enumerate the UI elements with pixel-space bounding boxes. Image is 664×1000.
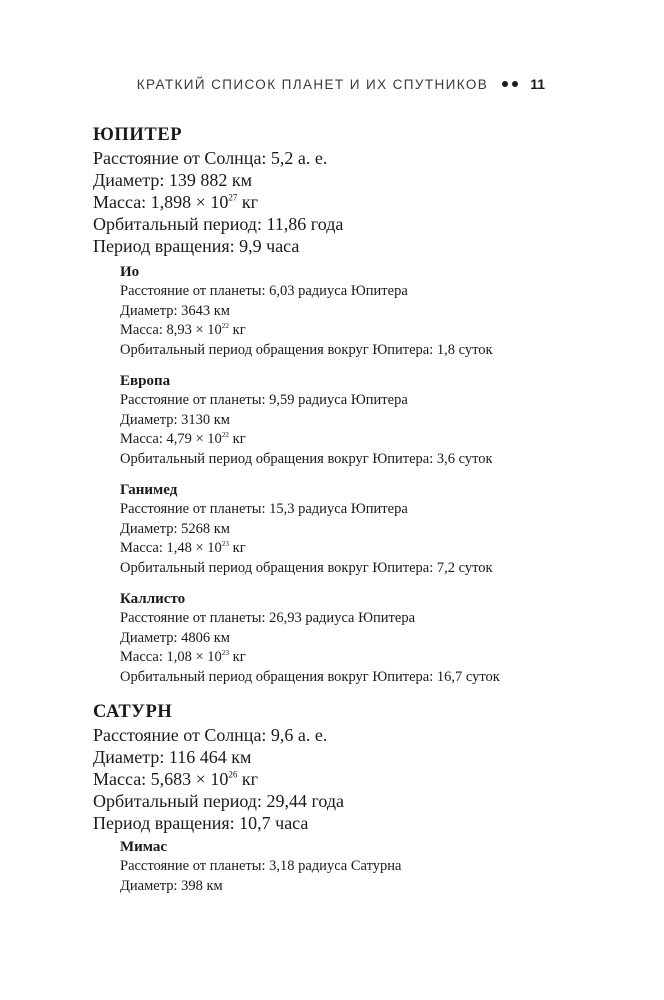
moon-name: Европа: [120, 373, 171, 389]
moon-mass: Масса: $4,79 \times 10^{22}$ кг: [120, 430, 246, 447]
moon-name: Каллисто: [120, 591, 186, 607]
planet-name: ЮПИТЕР: [93, 125, 183, 145]
planet-orbital-period: Орбитальный период: 11,86 года: [93, 214, 344, 234]
moon-europa: [120, 372, 560, 469]
planet-mass: Масса: $1,898 \times 10^{27}$ кг: [93, 192, 258, 212]
bullet-dot-icon: [502, 81, 508, 87]
running-header: [0, 76, 545, 92]
moon-name: Ганимед: [120, 482, 178, 498]
moon-io: [120, 263, 560, 360]
moon-orbital-period: Орбитальный период обращения вокруг Юпитера: 7,2 суток: [120, 559, 493, 576]
planet-diameter: Диаметр: 116 464 км: [93, 747, 252, 767]
moon-mass: Масса: $1,48 \times 10^{23}$ кг: [120, 539, 246, 556]
running-title: КРАТКИЙ СПИСОК ПЛАНЕТ И ИХ СПУТНИКОВ: [136, 76, 489, 92]
planet-name: САТУРН: [93, 702, 173, 722]
moon-distance: Расстояние от планеты: 3,18 радиуса Сатурна: [120, 858, 402, 874]
moon-diameter: Диаметр: 4806 км: [120, 629, 230, 646]
page-number: 11: [530, 76, 545, 92]
moon-mass: Масса: $1,08 \times 10^{23}$ кг: [120, 648, 246, 665]
moon-name: Ио: [120, 264, 140, 280]
moon-ganymede: [120, 481, 560, 578]
moon-name: Мимас: [120, 839, 168, 855]
planet-orbital-period: Орбитальный период: 29,44 года: [93, 791, 345, 811]
planet-jupiter: [93, 123, 563, 257]
planet-distance: Расстояние от Солнца: 5,2 а. е.: [93, 148, 328, 168]
moon-orbital-period: Орбитальный период обращения вокруг Юпитера: 1,8 суток: [120, 341, 493, 358]
planet-saturn: [93, 700, 563, 834]
planet-mass: Масса: $5,683 \times 10^{26}$ кг: [93, 769, 258, 789]
moon-orbital-period: Орбитальный период обращения вокруг Юпитера: 16,7 суток: [120, 668, 500, 685]
moon-mimas: [120, 838, 560, 896]
moon-diameter: Диаметр: 398 км: [120, 877, 223, 894]
moon-orbital-period: Орбитальный период обращения вокруг Юпитера: 3,6 суток: [120, 450, 493, 467]
header-bullets: [502, 81, 518, 87]
moon-callisto: [120, 590, 560, 687]
planet-rotation-period: Период вращения: 9,9 часа: [93, 236, 300, 256]
moon-distance: Расстояние от планеты: 15,3 радиуса Юпитера: [120, 501, 408, 517]
moon-diameter: Диаметр: 5268 км: [120, 520, 230, 537]
bullet-dot-icon: [512, 81, 518, 87]
moon-mass: Масса: $8,93 \times 10^{22}$ кг: [120, 321, 246, 338]
planet-distance: Расстояние от Солнца: 9,6 а. е.: [93, 725, 328, 745]
moon-distance: Расстояние от планеты: 6,03 радиуса Юпитера: [120, 283, 408, 299]
planet-diameter: Диаметр: 139 882 км: [93, 170, 253, 190]
planet-rotation-period: Период вращения: 10,7 часа: [93, 813, 309, 833]
moon-diameter: Диаметр: 3643 км: [120, 302, 230, 319]
moon-diameter: Диаметр: 3130 км: [120, 411, 230, 428]
moon-distance: Расстояние от планеты: 26,93 радиуса Юпитера: [120, 610, 415, 626]
moon-distance: Расстояние от планеты: 9,59 радиуса Юпитера: [120, 392, 408, 408]
